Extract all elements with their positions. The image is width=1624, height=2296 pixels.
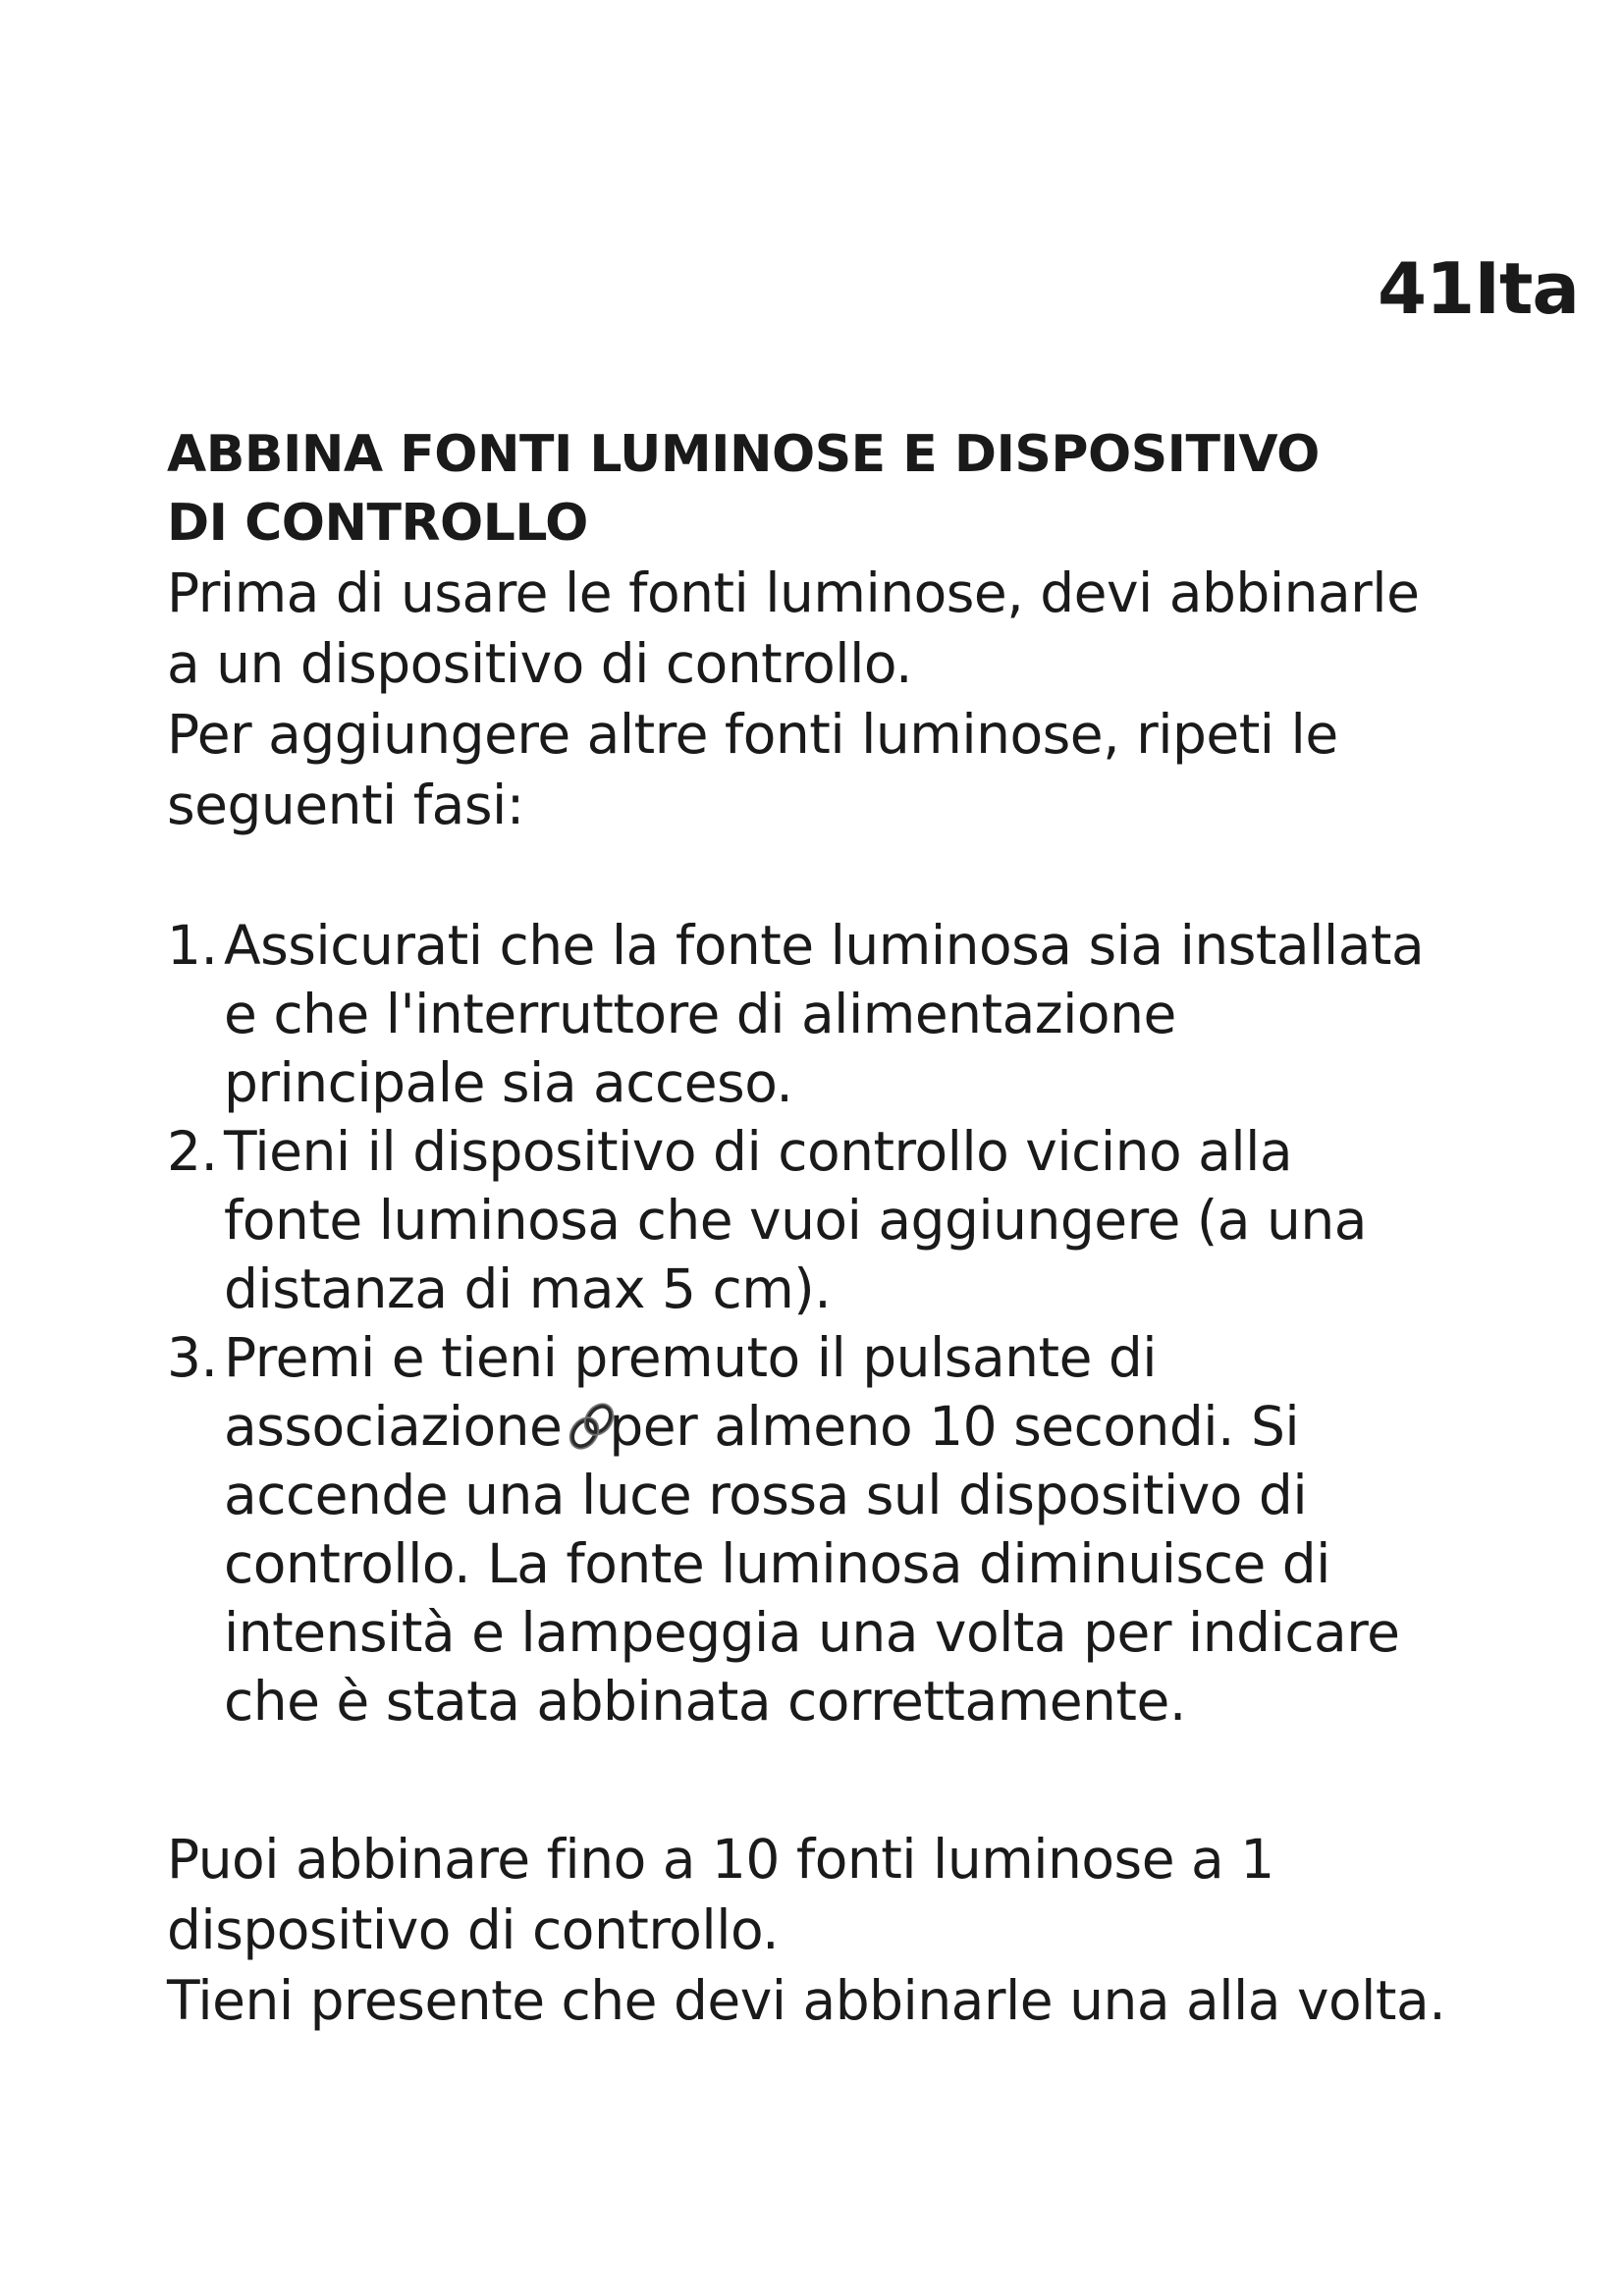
step-line: Premi e tieni premuto il pulsante di (224, 1326, 1158, 1389)
step-text: per almeno 10 secondi. Si (609, 1395, 1300, 1458)
step-line: Assicurati che la fonte luminosa sia installata (224, 914, 1425, 977)
step-line: accende una luce rossa sul dispositivo di (224, 1464, 1308, 1526)
intro-paragraph (167, 558, 1561, 840)
step-item (167, 911, 1561, 1117)
steps-list (167, 911, 1561, 1735)
section-heading (167, 420, 1561, 558)
intro-line: seguenti fasi: (167, 774, 524, 836)
closing-line: Puoi abbinare fino a 10 fonti luminose a 1 (167, 1828, 1274, 1891)
step-line: controllo. La fonte luminosa diminuisce di (224, 1532, 1330, 1595)
intro-line: a un dispositivo di controllo. (167, 632, 913, 695)
intro-line: Per aggiungere altre fonti luminose, ripeti le (167, 703, 1338, 766)
step-item (167, 1117, 1561, 1323)
step-number: 2. (167, 1120, 218, 1183)
document-body (167, 420, 1561, 2036)
step-line: intensità e lampeggia una volta per indicare (224, 1601, 1400, 1664)
closing-line: Tieni presente che devi abbinarle una alla volta. (167, 1969, 1446, 2032)
closing-paragraph (167, 1824, 1561, 2036)
step-line: e che l'interruttore di alimentazione (224, 983, 1176, 1045)
closing-line: dispositivo di controllo. (167, 1898, 780, 1961)
intro-line: Prima di usare le fonti luminose, devi abbinarle (167, 561, 1420, 624)
step-number: 1. (167, 914, 218, 977)
heading-line: DI CONTROLLO (167, 494, 588, 553)
step-line: fonte luminosa che vuoi aggiungere (a una (224, 1189, 1367, 1252)
step-line: principale sia acceso. (224, 1051, 793, 1114)
step-line-with-icon (224, 1392, 1561, 1461)
heading-line: ABBINA FONTI LUMINOSE E DISPOSITIVO (167, 425, 1320, 484)
step-text: associazione (224, 1395, 563, 1458)
step-line: che è stata abbinata correttamente. (224, 1670, 1186, 1733)
page-number: 41Ita (1378, 247, 1579, 330)
step-item (167, 1323, 1561, 1735)
step-number: 3. (167, 1326, 218, 1389)
step-line: distanza di max 5 cm). (224, 1257, 832, 1320)
step-line: Tieni il dispositivo di controllo vicino alla (224, 1120, 1293, 1183)
